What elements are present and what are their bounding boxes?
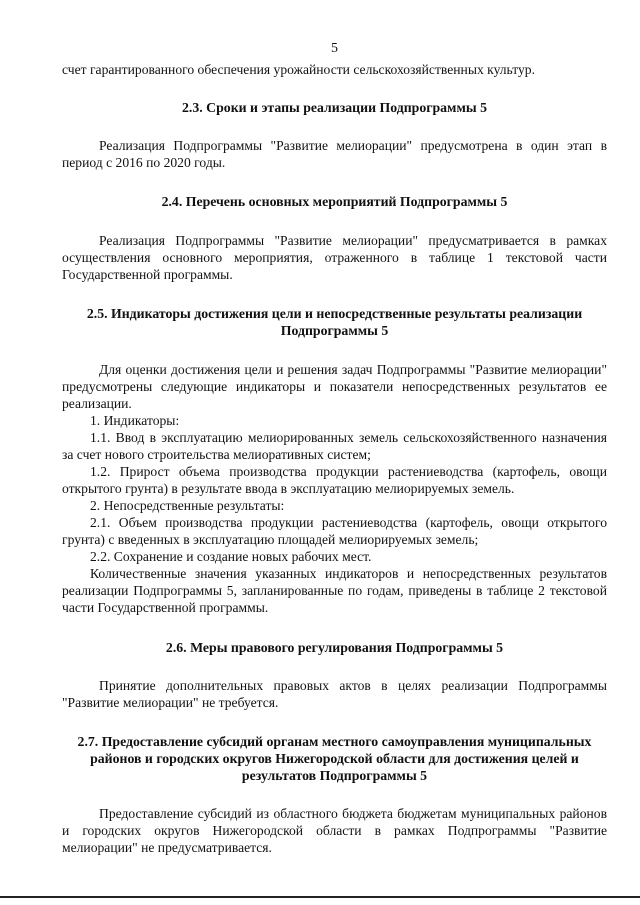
document-page xyxy=(62,40,607,856)
section-2-4-text: Реализация Подпрограммы "Развитие мелиорации" предусматривается в рамках осуществления основного мероприятия, отраженного в таблице 1 текстовой части Государственной программы. xyxy=(62,233,607,282)
page-number: 5 xyxy=(331,41,338,56)
bottom-rule xyxy=(0,896,640,898)
indicator-1-2: 1.2. Прирост объема производства продукции растениеводства (картофель, овощи открытого грунта) в результате ввода в эксплуатацию мелиорируемых земель. xyxy=(62,464,607,496)
section-2-3-text: Реализация Подпрограммы "Развитие мелиорации" предусмотрена в один этап в период с 2016 по 2020 годы. xyxy=(62,138,607,170)
section-2-6-heading: 2.6. Меры правового регулирования Подпрограммы 5 xyxy=(165,640,504,655)
section-2-5-heading: 2.5. Индикаторы достижения цели и непосредственные результаты реализации Подпрограммы 5 xyxy=(86,306,583,338)
intro-line: счет гарантированного обеспечения урожайности сельскохозяйственных культур. xyxy=(62,62,535,77)
indicators-label: 1. Индикаторы: xyxy=(90,413,180,428)
results-label: 2. Непосредственные результаты: xyxy=(90,498,285,513)
section-2-6-text: Принятие дополнительных правовых актов в целях реализации Подпрограммы "Развитие мелиорации" не требуется. xyxy=(62,678,607,710)
result-2-1: 2.1. Объем производства продукции растениеводства (картофель, овощи открытого грунта) с введенных в эксплуатацию площадей мелиорируемых земель; xyxy=(62,515,607,547)
section-2-5-paragraph: Для оценки достижения цели и решения задач Подпрограммы "Развитие мелиорации" предусмотрены следующие индикаторы и показатели непосредственных результатов ее реализации. xyxy=(62,362,607,411)
section-2-5-closing: Количественные значения указанных индикаторов и непосредственных результатов реализации Подпрограммы 5, запланированные по годам, приведены в таблице 2 текстовой части Государственной программы. xyxy=(62,566,607,615)
result-2-2: 2.2. Сохранение и создание новых рабочих мест. xyxy=(90,549,372,564)
section-2-4-heading: 2.4. Перечень основных мероприятий Подпрограммы 5 xyxy=(161,194,508,209)
section-2-3-heading: 2.3. Сроки и этапы реализации Подпрограммы 5 xyxy=(182,100,487,115)
section-2-7-text: Предоставление субсидий из областного бюджета бюджетам муниципальных районов и городских округов Нижегородской области в рамках Подпрограммы "Развитие мелиорации" не предусматривается. xyxy=(62,806,607,855)
indicator-1-1: 1.1. Ввод в эксплуатацию мелиорированных земель сельскохозяйственного назначения за счет нового строительства мелиоративных систем; xyxy=(62,430,607,462)
section-2-7-heading: 2.7. Предоставление субсидий органам местного самоуправления муниципальных районов и городских округов Нижегородской области для достижения целей и результатов Подпрограммы 5 xyxy=(77,734,592,783)
